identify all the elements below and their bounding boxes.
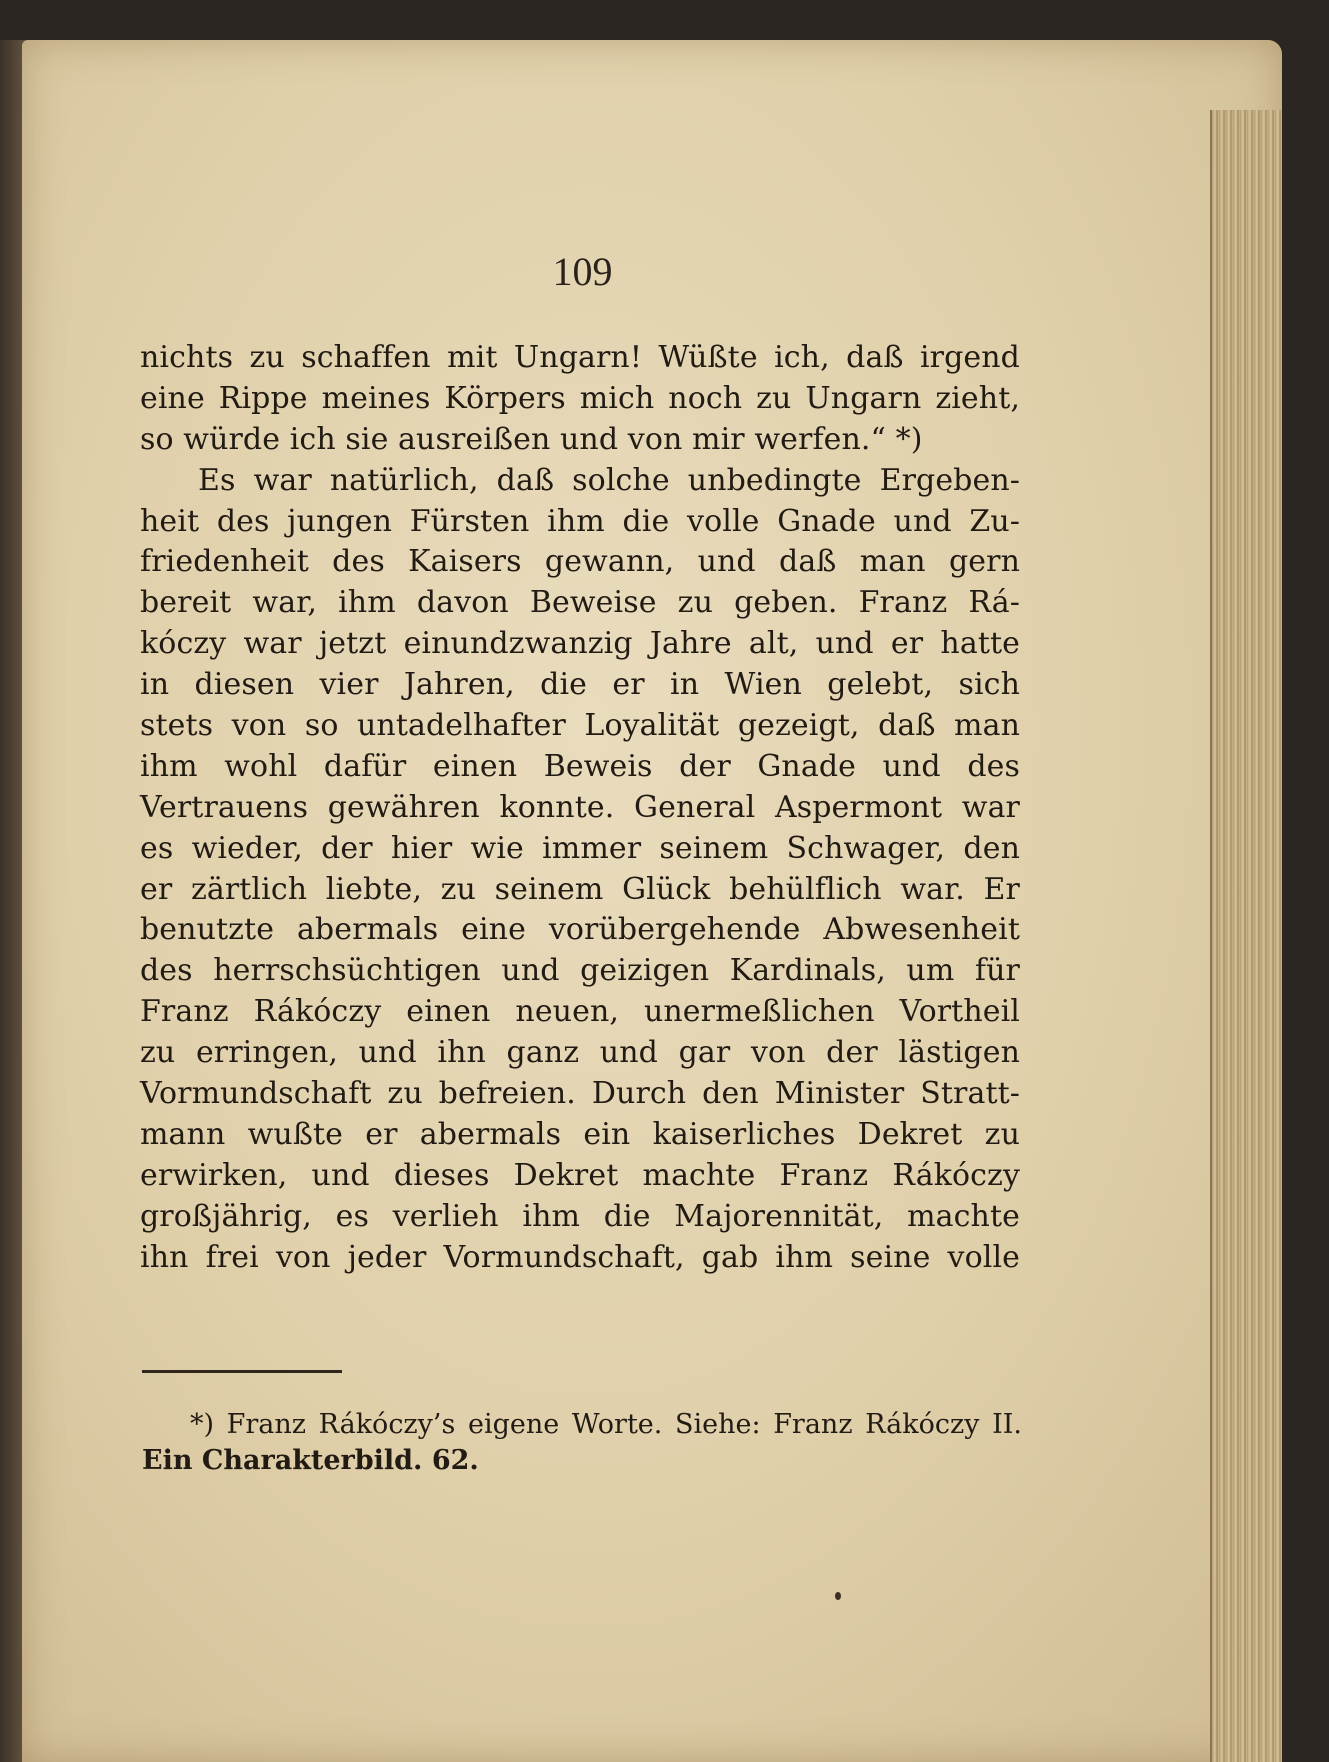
text-line: nichts zu schaffen mit Ungarn! Wüßte ich, daß irgend: [140, 340, 1020, 375]
text-line: eine Rippe meines Körpers mich noch zu Ungarn zieht,: [140, 380, 1020, 416]
footnote-line: Ein Charakterbild. 62.: [142, 1445, 479, 1476]
text-line: friedenheit des Kaisers gewann, und daß man gern: [140, 544, 1020, 580]
text-line: Franz Rákóczy einen neuen, unermeßlichen Vortheil: [140, 994, 1020, 1030]
text-line: zu erringen, und ihn ganz und gar von der lästigen: [140, 1035, 1020, 1071]
text-line: heit des jungen Fürsten ihm die volle Gnade und Zu-: [140, 503, 1020, 539]
text-line: ihn frei von jeder Vormundschaft, gab ihm seine volle: [140, 1239, 1020, 1275]
text-line: bereit war, ihm davon Beweise zu geben. Franz Rá-: [140, 585, 1020, 621]
footnote-line: *) Franz Rákóczy’s eigene Worte. Siehe: Franz Rákóczy II.: [190, 1409, 1022, 1440]
text-line: so würde ich sie ausreißen und von mir werfen.“ *): [140, 421, 923, 457]
footnote-rule: [142, 1370, 342, 1373]
text-line: es wieder, der hier wie immer seinem Schwager, den: [140, 830, 1020, 866]
text-line: kóczy war jetzt einundzwanzig Jahre alt, und er hatte: [140, 626, 1020, 662]
text-line: Es war natürlich, daß solche unbedingte Ergeben-: [198, 462, 1020, 498]
text-line: mann wußte er abermals ein kaiserliches Dekret zu: [140, 1116, 1020, 1152]
text-line: Vormundschaft zu befreien. Durch den Minister Stratt-: [140, 1076, 1020, 1112]
page-edges: [1210, 110, 1282, 1762]
text-line: ihm wohl dafür einen Beweis der Gnade und des: [140, 748, 1020, 784]
text-line: er zärtlich liebte, zu seinem Glück behülflich war. Er: [140, 871, 1020, 907]
page-number: 109: [552, 249, 613, 294]
text-line: benutzte abermals eine vorübergehende Abwesenheit: [140, 912, 1020, 948]
text-line: in diesen vier Jahren, die er in Wien gelebt, sich: [140, 667, 1020, 703]
text-line: Vertrauens gewähren konnte. General Aspermont war: [140, 789, 1020, 825]
body-text: [140, 338, 1020, 1278]
ink-speck: [835, 1592, 841, 1600]
text-line: erwirken, und dieses Dekret machte Franz Rákóczy: [140, 1157, 1020, 1193]
text-line: stets von so untadelhafter Loyalität gezeigt, daß man: [140, 708, 1020, 744]
text-line: des herrschsüchtigen und geizigen Kardinals, um für: [140, 953, 1020, 989]
text-line: großjährig, es verlieh ihm die Majorennität, machte: [140, 1198, 1020, 1234]
